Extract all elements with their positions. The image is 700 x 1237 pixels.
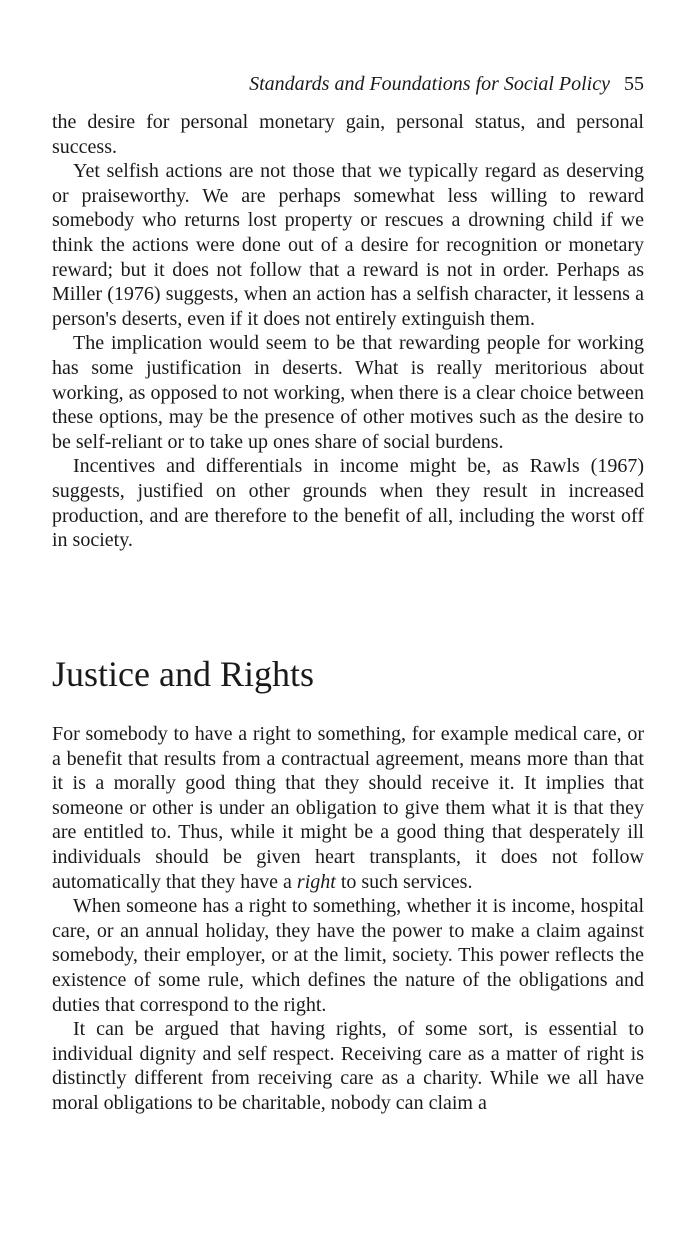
emphasis-right: right bbox=[296, 870, 336, 893]
section-body-deserts bbox=[52, 110, 644, 553]
paragraph-right-text-b: to such services. bbox=[335, 870, 473, 893]
paragraph-right-definition bbox=[52, 722, 644, 894]
paragraph-continued: the desire for personal monetary gain, personal status, and personal success. bbox=[52, 111, 644, 158]
paragraph-right-text-a: For somebody to have a right to something, for example medical care, or a benefit that results from a contractual agreement, means more than that it is a morally good thing that they should receive it. It implies that someone or other is under an obligation to give them what it is that they are entitled to. Thus, while it might be a good thing that desperately ill individuals should be given heart transplants, it does not follow automatically that they have a bbox=[52, 723, 644, 893]
running-title: Standards and Foundations for Social Policy bbox=[249, 73, 610, 95]
paragraph-claim-power: When someone has a right to something, whether it is income, hospital care, or an annual holiday, they have the power to make a claim against somebody, their employer, or at the limit, society. This power reflects the existence of some rule, which defines the nature of the obligations and duties that correspond to the right. bbox=[52, 895, 644, 1016]
paragraph-dignity: It can be argued that having rights, of some sort, is essential to individual dignity and self respect. Receiving care as a matter of right is distinctly different from receiving care as a charity. While we all have moral obligations to be charitable, nobody can claim a bbox=[52, 1018, 644, 1114]
section-body-rights bbox=[52, 722, 644, 1116]
paragraph-implication: The implication would seem to be that rewarding people for working has some justification in deserts. What is really meritorious about working, as opposed to not working, when there is a clear choice between these options, may be the presence of other motives such as the desire to be self-reliant or to take up ones share of social burdens. bbox=[52, 332, 644, 453]
section-heading: Justice and Rights bbox=[52, 654, 314, 694]
paragraph-incentives: Incentives and differentials in income might be, as Rawls (1967) suggests, justified on other grounds when they result in increased production, and are therefore to the benefit of all, including the worst off in society. bbox=[52, 455, 644, 552]
running-head bbox=[52, 70, 644, 98]
paragraph-selfish-actions: Yet selfish actions are not those that we typically regard as deserving or praiseworthy. We are perhaps somewhat less willing to reward somebody who returns lost property or rescues a drowning child if we think the actions were done out of a desire for recognition or monetary reward; but it does not follow that a reward is not in order. Perhaps as Miller (1976) suggests, when an action has a selfish character, it lessens a person's deserts, even if it does not entirely extinguish them. bbox=[52, 160, 644, 330]
page-number: 55 bbox=[624, 73, 644, 95]
